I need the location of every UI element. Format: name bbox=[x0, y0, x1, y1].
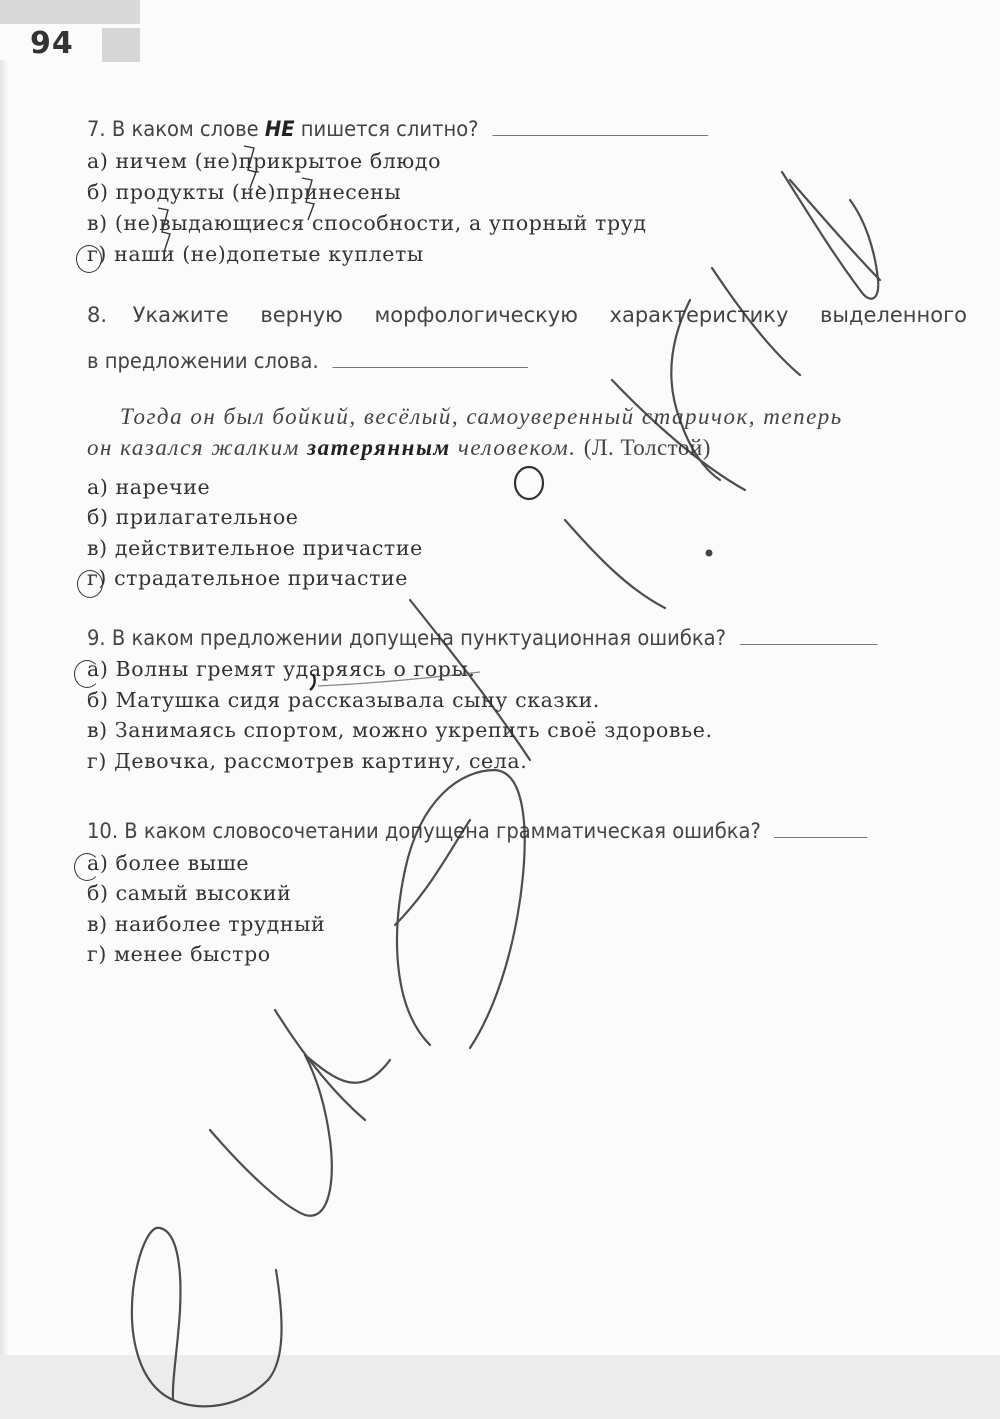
question-word: характеристику bbox=[609, 303, 789, 327]
question-text: В каком словосочетании допущена грамматическая ошибка? bbox=[124, 819, 761, 843]
option-text: менее быстро bbox=[114, 942, 271, 966]
handwriting-small-o bbox=[515, 467, 543, 499]
question-9-prompt bbox=[87, 626, 877, 650]
question-8-option-a[interactable] bbox=[87, 475, 210, 499]
option-text: наиболее трудный bbox=[114, 912, 326, 936]
option-letter: г) bbox=[87, 749, 107, 773]
option-letter: б) bbox=[87, 688, 109, 712]
quote-text: он казался жалким bbox=[87, 435, 300, 460]
option-letter: а) bbox=[87, 475, 109, 499]
selected-answer-circle bbox=[74, 853, 100, 881]
option-letter: г) bbox=[87, 942, 107, 966]
option-letter: б) bbox=[87, 180, 109, 204]
question-emphasis: НЕ bbox=[264, 117, 295, 141]
quote-text: Тогда он был бойкий, весёлый, самоуверенный старичок, теперь bbox=[120, 404, 843, 429]
scan-left-edge bbox=[0, 60, 8, 1419]
option-text: ничем (не)прикрытое блюдо bbox=[115, 149, 442, 173]
option-letter: в) bbox=[87, 536, 108, 560]
handwriting-stroke-u3 bbox=[305, 1055, 390, 1083]
handwriting-dot bbox=[706, 550, 713, 557]
question-7-prompt bbox=[87, 117, 708, 141]
question-10-option-c[interactable] bbox=[87, 912, 325, 936]
answer-blank[interactable] bbox=[740, 643, 878, 645]
question-8-option-c[interactable] bbox=[87, 536, 423, 560]
option-text: продукты (не)принесены bbox=[115, 180, 402, 204]
question-8-option-b[interactable] bbox=[87, 505, 299, 529]
question-word: верную bbox=[260, 303, 343, 327]
option-letter: г) bbox=[87, 242, 107, 266]
question-number: 10. bbox=[87, 819, 119, 843]
question-word: морфологическую bbox=[374, 303, 578, 327]
question-7-option-a[interactable] bbox=[87, 149, 441, 173]
question-number: 8. bbox=[87, 303, 108, 327]
handwriting-stroke-o bbox=[397, 770, 525, 1048]
question-7-option-c[interactable] bbox=[87, 211, 647, 235]
answer-blank[interactable] bbox=[775, 836, 868, 838]
option-letter: б) bbox=[87, 505, 109, 529]
question-9-option-b[interactable] bbox=[87, 688, 600, 712]
question-word: выделенного bbox=[820, 303, 967, 327]
page-number: 94 bbox=[30, 26, 74, 61]
quote-text: человеком. bbox=[457, 435, 577, 460]
question-8-prompt-line1 bbox=[87, 303, 967, 327]
highlighted-word: затерянным bbox=[307, 435, 451, 460]
handwriting-stroke-slash bbox=[565, 520, 665, 608]
question-word: Укажите bbox=[132, 303, 229, 327]
question-9-option-a[interactable] bbox=[87, 657, 476, 681]
option-text: Девочка, рассмотрев картину, села. bbox=[114, 749, 528, 773]
scan-top-band bbox=[0, 0, 140, 24]
scan-bottom-band bbox=[0, 1355, 1000, 1419]
option-letter: а) bbox=[87, 657, 109, 681]
selected-answer-circle bbox=[76, 245, 102, 273]
question-7-option-d[interactable] bbox=[87, 242, 424, 266]
answer-blank[interactable] bbox=[492, 134, 708, 136]
question-text: В каком слове bbox=[111, 117, 259, 141]
question-text: в предложении слова. bbox=[87, 349, 319, 373]
option-text: Матушка сидя рассказывала сыну сказки. bbox=[115, 688, 601, 712]
option-letter: в) bbox=[87, 211, 108, 235]
option-text: наши (не)допетые куплеты bbox=[114, 242, 424, 266]
option-text: прилагательное bbox=[115, 505, 299, 529]
quote-line-2 bbox=[87, 435, 711, 461]
question-text: пишется слитно? bbox=[300, 117, 479, 141]
option-text: Волны гремят ударяясь о горы. bbox=[115, 657, 476, 681]
question-10-option-b[interactable] bbox=[87, 881, 291, 905]
page-tab-marker bbox=[102, 28, 140, 62]
option-text: страдательное причастие bbox=[114, 566, 409, 590]
question-number: 7. bbox=[87, 117, 106, 141]
option-text: Занимаясь спортом, можно укрепить своё здоровье. bbox=[114, 718, 713, 742]
option-text: действительное причастие bbox=[114, 536, 423, 560]
selected-answer-circle bbox=[77, 570, 103, 598]
question-8-option-d[interactable] bbox=[87, 566, 408, 590]
question-9-option-c[interactable] bbox=[87, 718, 713, 742]
question-number: 9. bbox=[87, 626, 106, 650]
option-letter: в) bbox=[87, 912, 108, 936]
question-7-option-b[interactable] bbox=[87, 180, 401, 204]
option-text: наречие bbox=[115, 475, 211, 499]
option-text: (не)выдающиеся способности, а упорный труд bbox=[114, 211, 647, 235]
handwriting-stroke-u bbox=[782, 172, 878, 299]
question-text: В каком предложении допущена пунктуационная ошибка? bbox=[111, 626, 727, 650]
option-text: самый высокий bbox=[115, 881, 292, 905]
answer-blank[interactable] bbox=[332, 366, 527, 368]
option-letter: б) bbox=[87, 881, 109, 905]
handwriting-stroke-u2 bbox=[275, 1010, 365, 1120]
option-text: более выше bbox=[115, 851, 250, 875]
question-10-option-a[interactable] bbox=[87, 851, 249, 875]
quote-author: (Л. Толстой) bbox=[583, 435, 711, 460]
question-8-prompt-line2 bbox=[87, 349, 528, 373]
option-letter: г) bbox=[87, 566, 107, 590]
quote-line-1 bbox=[120, 404, 843, 430]
option-letter: а) bbox=[87, 149, 109, 173]
handwriting-stroke-u bbox=[790, 180, 880, 280]
selected-answer-circle bbox=[74, 660, 100, 688]
question-10-prompt bbox=[87, 819, 868, 843]
option-letter: а) bbox=[87, 851, 109, 875]
question-9-option-d[interactable] bbox=[87, 749, 527, 773]
option-letter: в) bbox=[87, 718, 108, 742]
question-10-option-d[interactable] bbox=[87, 942, 271, 966]
handwriting-stroke-u1 bbox=[210, 1055, 332, 1216]
